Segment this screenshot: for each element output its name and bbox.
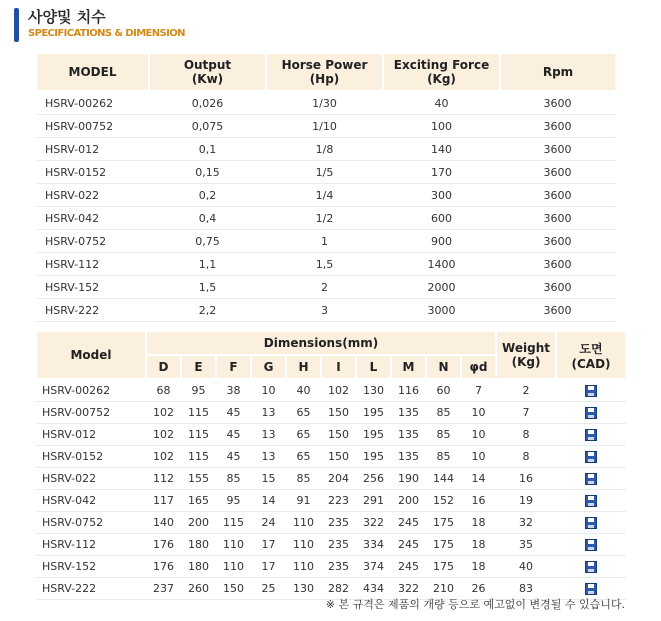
dimension-cell: 10 xyxy=(251,379,286,402)
dimension-cell: 38 xyxy=(216,379,251,402)
dimension-subheader: G xyxy=(251,355,286,379)
spec-cell: 2,2 xyxy=(149,299,266,322)
cad-header: 도면 (CAD) xyxy=(556,331,626,379)
dimension-cell: 85 xyxy=(426,402,461,424)
model-cell: HSRV-0152 xyxy=(37,161,149,184)
dimension-cell: 204 xyxy=(321,468,356,490)
dimension-cell: 102 xyxy=(146,446,181,468)
model-cell: HSRV-0752 xyxy=(37,230,149,253)
dimension-cell: 40 xyxy=(286,379,321,402)
dimension-cell: 16 xyxy=(461,490,496,512)
model-cell: HSRV-00752 xyxy=(36,402,146,424)
dimension-cell: 334 xyxy=(356,534,391,556)
spec-cell: 300 xyxy=(383,184,500,207)
model-cell: HSRV-0752 xyxy=(36,512,146,534)
dimension-cell: 18 xyxy=(461,512,496,534)
dimension-cell: 256 xyxy=(356,468,391,490)
dimensions-table xyxy=(35,330,627,600)
dimension-cell: 374 xyxy=(356,556,391,578)
dimension-subheader: I xyxy=(321,355,356,379)
dimension-row xyxy=(36,424,626,446)
dimension-cell: 45 xyxy=(216,402,251,424)
dimension-row xyxy=(36,402,626,424)
dimension-cell: 150 xyxy=(321,402,356,424)
dimension-cell: 117 xyxy=(146,490,181,512)
dimension-subheader: H xyxy=(286,355,321,379)
accent-bar xyxy=(14,8,19,42)
spec-cell: 0,15 xyxy=(149,161,266,184)
spec-cell: 0,075 xyxy=(149,115,266,138)
dimension-cell: 110 xyxy=(216,556,251,578)
spec-row xyxy=(37,138,615,161)
spec-cell: 1 xyxy=(266,230,383,253)
spec-header-cell: Rpm xyxy=(500,54,615,91)
dimension-cell: 45 xyxy=(216,446,251,468)
dimension-row xyxy=(36,534,626,556)
dimension-cell: 210 xyxy=(426,578,461,600)
dimension-cell: 223 xyxy=(321,490,356,512)
spec-cell: 1/10 xyxy=(266,115,383,138)
spec-cell: 1,5 xyxy=(266,253,383,276)
weight-cell: 32 xyxy=(496,512,556,534)
dimension-subheader: L xyxy=(356,355,391,379)
model-cell: HSRV-012 xyxy=(37,138,149,161)
dimension-cell: 112 xyxy=(146,468,181,490)
dimension-row xyxy=(36,490,626,512)
spec-cell: 1/2 xyxy=(266,207,383,230)
dimension-cell: 95 xyxy=(216,490,251,512)
weight-cell: 83 xyxy=(496,578,556,600)
weight-cell: 40 xyxy=(496,556,556,578)
dimension-cell: 60 xyxy=(426,379,461,402)
dimension-cell: 200 xyxy=(391,490,426,512)
dimension-cell: 237 xyxy=(146,578,181,600)
dimension-cell: 68 xyxy=(146,379,181,402)
spec-cell: 100 xyxy=(383,115,500,138)
spec-cell: 3600 xyxy=(500,253,615,276)
model-cell: HSRV-222 xyxy=(37,299,149,322)
specifications-header-row xyxy=(37,54,615,91)
dimension-cell: 110 xyxy=(286,556,321,578)
model-cell: HSRV-0152 xyxy=(36,446,146,468)
model-cell: HSRV-022 xyxy=(37,184,149,207)
weight-cell: 19 xyxy=(496,490,556,512)
dimension-cell: 175 xyxy=(426,534,461,556)
spec-cell: 1/5 xyxy=(266,161,383,184)
dimension-cell: 235 xyxy=(321,512,356,534)
dimension-cell: 45 xyxy=(216,424,251,446)
dimension-cell: 7 xyxy=(461,379,496,402)
spec-cell: 170 xyxy=(383,161,500,184)
spec-row xyxy=(37,299,615,322)
dimension-cell: 85 xyxy=(426,424,461,446)
dimension-cell: 322 xyxy=(356,512,391,534)
spec-cell: 3600 xyxy=(500,161,615,184)
cad-cell xyxy=(556,556,626,578)
dimension-row xyxy=(36,379,626,402)
weight-cell: 35 xyxy=(496,534,556,556)
spec-row xyxy=(37,91,615,115)
dimension-cell: 91 xyxy=(286,490,321,512)
dimension-cell: 150 xyxy=(321,446,356,468)
dimension-cell: 15 xyxy=(251,468,286,490)
cad-cell xyxy=(556,379,626,402)
spec-cell: 3600 xyxy=(500,230,615,253)
spec-row xyxy=(37,230,615,253)
spec-cell: 1/30 xyxy=(266,91,383,115)
model-cell: HSRV-00752 xyxy=(37,115,149,138)
dimension-cell: 116 xyxy=(391,379,426,402)
spec-header-cell: Horse Power (Hp) xyxy=(266,54,383,91)
dimension-cell: 165 xyxy=(181,490,216,512)
dimension-cell: 65 xyxy=(286,424,321,446)
spec-row xyxy=(37,115,615,138)
dimension-cell: 65 xyxy=(286,446,321,468)
dimension-row xyxy=(36,468,626,490)
dimension-cell: 102 xyxy=(321,379,356,402)
dimension-cell: 291 xyxy=(356,490,391,512)
spec-header-cell: Exciting Force (Kg) xyxy=(383,54,500,91)
cad-cell xyxy=(556,468,626,490)
dimension-cell: 10 xyxy=(461,446,496,468)
model-cell: HSRV-012 xyxy=(36,424,146,446)
dimension-cell: 200 xyxy=(181,512,216,534)
weight-header: Weight (Kg) xyxy=(496,331,556,379)
spec-row xyxy=(37,184,615,207)
dimension-cell: 95 xyxy=(181,379,216,402)
model-cell: HSRV-00262 xyxy=(36,379,146,402)
dimension-cell: 65 xyxy=(286,402,321,424)
dimension-cell: 85 xyxy=(216,468,251,490)
dimension-cell: 25 xyxy=(251,578,286,600)
dimensions-group-header: Dimensions(mm) xyxy=(146,331,496,355)
spec-cell: 40 xyxy=(383,91,500,115)
floppy-disk-icon[interactable] xyxy=(585,451,597,463)
dimension-cell: 235 xyxy=(321,534,356,556)
dimension-cell: 10 xyxy=(461,424,496,446)
dimension-subheader: D xyxy=(146,355,181,379)
dimension-cell: 18 xyxy=(461,534,496,556)
dimension-cell: 140 xyxy=(146,512,181,534)
dimension-subheader: φd xyxy=(461,355,496,379)
section-subtitle: SPECIFICATIONS & DIMENSION xyxy=(28,28,185,39)
floppy-disk-icon[interactable] xyxy=(585,385,597,397)
dimension-subheader: N xyxy=(426,355,461,379)
model-cell: HSRV-042 xyxy=(37,207,149,230)
spec-cell: 3600 xyxy=(500,207,615,230)
spec-cell: 900 xyxy=(383,230,500,253)
spec-cell: 1,5 xyxy=(149,276,266,299)
spec-cell: 0,1 xyxy=(149,138,266,161)
dimension-cell: 144 xyxy=(426,468,461,490)
spec-cell: 3000 xyxy=(383,299,500,322)
dimension-row xyxy=(36,446,626,468)
dimension-cell: 282 xyxy=(321,578,356,600)
dimension-cell: 434 xyxy=(356,578,391,600)
dimension-cell: 195 xyxy=(356,446,391,468)
dimension-cell: 180 xyxy=(181,534,216,556)
dimension-cell: 115 xyxy=(181,402,216,424)
floppy-disk-icon[interactable] xyxy=(585,473,597,485)
cad-cell xyxy=(556,490,626,512)
spec-header-cell: Output (Kw) xyxy=(149,54,266,91)
model-cell: HSRV-112 xyxy=(36,534,146,556)
spec-header-cell: MODEL xyxy=(37,54,149,91)
dimension-cell: 176 xyxy=(146,534,181,556)
dimension-cell: 195 xyxy=(356,402,391,424)
spec-cell: 600 xyxy=(383,207,500,230)
dimension-cell: 180 xyxy=(181,556,216,578)
spec-cell: 2 xyxy=(266,276,383,299)
dimension-cell: 85 xyxy=(426,446,461,468)
weight-cell: 8 xyxy=(496,424,556,446)
dimension-cell: 135 xyxy=(391,446,426,468)
dimension-cell: 190 xyxy=(391,468,426,490)
cad-cell xyxy=(556,424,626,446)
spec-cell: 1,1 xyxy=(149,253,266,276)
spec-row xyxy=(37,253,615,276)
specifications-table xyxy=(37,54,615,322)
weight-cell: 16 xyxy=(496,468,556,490)
weight-cell: 7 xyxy=(496,402,556,424)
dimension-cell: 14 xyxy=(461,468,496,490)
dimension-cell: 175 xyxy=(426,512,461,534)
disclaimer-note: ※ 본 규격은 제품의 개량 등으로 예고없이 변경될 수 있습니다. xyxy=(325,598,625,611)
spec-cell: 3600 xyxy=(500,115,615,138)
dimension-cell: 260 xyxy=(181,578,216,600)
floppy-disk-icon[interactable] xyxy=(585,539,597,551)
spec-cell: 3600 xyxy=(500,138,615,161)
dimension-cell: 13 xyxy=(251,424,286,446)
spec-cell: 140 xyxy=(383,138,500,161)
spec-cell: 2000 xyxy=(383,276,500,299)
dimension-row xyxy=(36,556,626,578)
dimension-cell: 102 xyxy=(146,424,181,446)
dimensions-header-row xyxy=(36,331,626,355)
dimension-cell: 17 xyxy=(251,534,286,556)
model-header: Model xyxy=(36,331,146,379)
cad-cell xyxy=(556,512,626,534)
dimension-cell: 13 xyxy=(251,402,286,424)
dimension-cell: 115 xyxy=(216,512,251,534)
dimension-cell: 150 xyxy=(321,424,356,446)
dimension-cell: 245 xyxy=(391,512,426,534)
cad-cell xyxy=(556,402,626,424)
spec-row xyxy=(37,161,615,184)
model-cell: HSRV-022 xyxy=(36,468,146,490)
spec-row xyxy=(37,276,615,299)
dimension-cell: 155 xyxy=(181,468,216,490)
dimension-subheader: M xyxy=(391,355,426,379)
weight-cell: 2 xyxy=(496,379,556,402)
floppy-disk-icon[interactable] xyxy=(585,583,597,595)
floppy-disk-icon[interactable] xyxy=(585,561,597,573)
dimension-cell: 110 xyxy=(286,512,321,534)
cad-cell xyxy=(556,534,626,556)
dimension-cell: 130 xyxy=(356,379,391,402)
dimension-cell: 10 xyxy=(461,402,496,424)
dimension-cell: 115 xyxy=(181,446,216,468)
dimension-cell: 176 xyxy=(146,556,181,578)
dimension-cell: 175 xyxy=(426,556,461,578)
dimension-cell: 322 xyxy=(391,578,426,600)
floppy-disk-icon[interactable] xyxy=(585,429,597,441)
model-cell: HSRV-112 xyxy=(37,253,149,276)
spec-cell: 1/8 xyxy=(266,138,383,161)
model-cell: HSRV-222 xyxy=(36,578,146,600)
dimension-cell: 135 xyxy=(391,402,426,424)
dimension-cell: 110 xyxy=(216,534,251,556)
dimension-cell: 235 xyxy=(321,556,356,578)
dimension-cell: 150 xyxy=(216,578,251,600)
dimension-cell: 245 xyxy=(391,534,426,556)
dimension-cell: 26 xyxy=(461,578,496,600)
section-title: 사양및 치수 xyxy=(28,8,106,26)
spec-cell: 3600 xyxy=(500,299,615,322)
cad-cell xyxy=(556,446,626,468)
floppy-disk-icon[interactable] xyxy=(585,517,597,529)
spec-cell: 3 xyxy=(266,299,383,322)
spec-row xyxy=(37,207,615,230)
floppy-disk-icon[interactable] xyxy=(585,407,597,419)
weight-cell: 8 xyxy=(496,446,556,468)
dimension-cell: 85 xyxy=(286,468,321,490)
dimension-cell: 195 xyxy=(356,424,391,446)
spec-cell: 1400 xyxy=(383,253,500,276)
dimension-cell: 24 xyxy=(251,512,286,534)
spec-cell: 0,2 xyxy=(149,184,266,207)
dimension-cell: 14 xyxy=(251,490,286,512)
dimension-cell: 130 xyxy=(286,578,321,600)
dimension-cell: 102 xyxy=(146,402,181,424)
dimension-cell: 13 xyxy=(251,446,286,468)
model-cell: HSRV-152 xyxy=(37,276,149,299)
dimension-row xyxy=(36,512,626,534)
dimension-cell: 245 xyxy=(391,556,426,578)
dimension-cell: 152 xyxy=(426,490,461,512)
dimension-subheader: F xyxy=(216,355,251,379)
spec-cell: 3600 xyxy=(500,184,615,207)
spec-cell: 3600 xyxy=(500,276,615,299)
spec-cell: 0,026 xyxy=(149,91,266,115)
spec-cell: 3600 xyxy=(500,91,615,115)
dimension-cell: 110 xyxy=(286,534,321,556)
spec-cell: 0,4 xyxy=(149,207,266,230)
model-cell: HSRV-152 xyxy=(36,556,146,578)
dimension-subheader: E xyxy=(181,355,216,379)
spec-cell: 0,75 xyxy=(149,230,266,253)
spec-cell: 1/4 xyxy=(266,184,383,207)
dimension-cell: 18 xyxy=(461,556,496,578)
model-cell: HSRV-042 xyxy=(36,490,146,512)
dimension-cell: 115 xyxy=(181,424,216,446)
model-cell: HSRV-00262 xyxy=(37,91,149,115)
dimension-cell: 17 xyxy=(251,556,286,578)
dimension-cell: 135 xyxy=(391,424,426,446)
floppy-disk-icon[interactable] xyxy=(585,495,597,507)
